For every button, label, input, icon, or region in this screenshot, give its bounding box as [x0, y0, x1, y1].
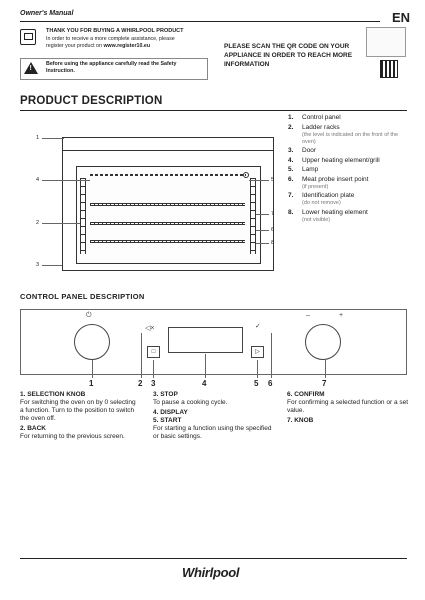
callout-5: 5: [271, 177, 275, 183]
callout-4: 4: [36, 177, 40, 183]
list-item: 3. Door: [288, 147, 317, 154]
registration-url[interactable]: www.register10.eu: [103, 43, 151, 49]
desc-text: For returning to the previous screen.: [20, 433, 125, 440]
control-desc-column-1: [20, 391, 138, 443]
callout-6: 6: [271, 227, 275, 233]
label-2: 2: [138, 379, 143, 388]
leader-line: [257, 360, 258, 378]
control-desc-column-3: [287, 391, 412, 425]
minus-icon: –: [306, 312, 310, 319]
label-3: 3: [151, 379, 156, 388]
product-description-title: PRODUCT DESCRIPTION: [20, 95, 163, 107]
leader-line: [153, 360, 154, 378]
registration-title: THANK YOU FOR BUYING A WHIRLPOOL PRODUCT: [46, 28, 184, 34]
stop-icon: □: [151, 349, 156, 355]
rack-lower: [90, 240, 245, 243]
callout-7: 7: [271, 211, 275, 217]
leader-line: [42, 180, 90, 181]
qr-instructions: PLEASE SCAN THE QR CODE ON YOUR APPLIANCE IN ORDER TO REACH MORE INFORMATION: [224, 43, 353, 68]
confirm-icon[interactable]: ✓: [255, 323, 261, 330]
list-item: 6. Meat probe insert point (if present): [288, 175, 369, 190]
list-item: 4. Upper heating element/grill: [288, 156, 380, 164]
desc-text: For starting a function using the specified or basic settings.: [153, 425, 272, 440]
label-5: 5: [254, 379, 259, 388]
adjust-knob[interactable]: [305, 324, 341, 360]
leader-line: [205, 354, 206, 378]
stop-button[interactable]: [147, 346, 160, 358]
language-badge: EN: [392, 10, 411, 25]
list-item: 7. Identification plate (do not remove): [288, 192, 355, 206]
leader-line: [325, 360, 326, 378]
leader-line: [92, 360, 93, 378]
registration-text: [46, 36, 216, 50]
control-panel-title: CONTROL PANEL DESCRIPTION: [20, 292, 145, 301]
control-desc-column-2: [153, 391, 278, 443]
label-7: 7: [322, 379, 327, 388]
desc-heading: 1. SELECTION KNOB: [20, 391, 86, 398]
callout-2: 2: [36, 220, 40, 226]
label-4: 4: [202, 379, 207, 388]
desc-heading: 2. BACK: [20, 425, 47, 432]
desc-heading: 7. KNOB: [287, 417, 314, 424]
desc-text: For confirming a selected function or a set value.: [287, 399, 409, 414]
monitor-icon: [20, 29, 36, 45]
qr-code-icon: [380, 60, 398, 78]
desc-text: To pause a cooking cycle.: [153, 399, 228, 406]
leader-line: [249, 180, 269, 181]
leader-line: [42, 265, 62, 266]
control-panel-strip: [62, 137, 274, 151]
label-1: 1: [89, 379, 94, 388]
desc-heading: 4. DISPLAY: [153, 409, 188, 416]
leader-line: [256, 214, 269, 215]
desc-text: For switching the oven on by 0 selecting a function. Turn to the position to switch the oven off.: [20, 399, 136, 422]
desc-heading: 6. CONFIRM: [287, 391, 325, 398]
section-divider: [20, 110, 407, 111]
list-item: 1. Control panel: [288, 114, 341, 121]
plus-icon: +: [339, 312, 344, 319]
lamp-icon: [243, 172, 249, 178]
leader-line: [256, 230, 269, 231]
callout-8: 8: [271, 240, 275, 246]
registration-text-2: register your product on: [46, 43, 102, 49]
warning-icon-mark: !: [29, 65, 32, 72]
oven-cavity: [76, 166, 261, 264]
whirlpool-logo: Whirlpool: [182, 565, 240, 580]
footer-divider: [20, 558, 407, 559]
list-item: 2. Ladder racks (the level is indicated on the front of the oven): [288, 123, 399, 145]
desc-heading: 3. STOP: [153, 391, 178, 398]
leader-line: [42, 223, 80, 224]
back-icon[interactable]: ◁×: [145, 325, 155, 332]
list-item: 8. Lower heating element (not visible): [288, 208, 368, 223]
upper-heating-element-icon: [90, 174, 246, 176]
leader-line: [42, 138, 64, 139]
leader-line: [141, 333, 142, 378]
oven-thumbnail-icon: [366, 27, 406, 57]
callout-1: 1: [36, 135, 40, 141]
start-icon: ▷: [255, 349, 260, 355]
registration-text-1: In order to receive a more complete assistance, please: [46, 36, 175, 42]
start-button[interactable]: [251, 346, 264, 358]
desc-heading: 5. START: [153, 417, 182, 424]
callout-3: 3: [36, 262, 40, 268]
display-screen: [168, 327, 243, 353]
rack-middle: [90, 222, 245, 225]
list-item: 5. Lamp: [288, 166, 319, 173]
power-icon: ⏻: [86, 312, 92, 319]
header-divider: [20, 21, 380, 22]
label-6: 6: [268, 379, 273, 388]
warning-text: Before using the appliance carefully read the Safety Instruction.: [46, 61, 177, 74]
selection-knob[interactable]: [74, 324, 110, 360]
rack-upper: [90, 203, 245, 206]
parts-list: [288, 114, 413, 225]
manual-label: Owner's Manual: [20, 10, 74, 17]
leader-line: [271, 333, 272, 378]
leader-line: [256, 243, 269, 244]
left-ladder-rack: [80, 178, 86, 254]
